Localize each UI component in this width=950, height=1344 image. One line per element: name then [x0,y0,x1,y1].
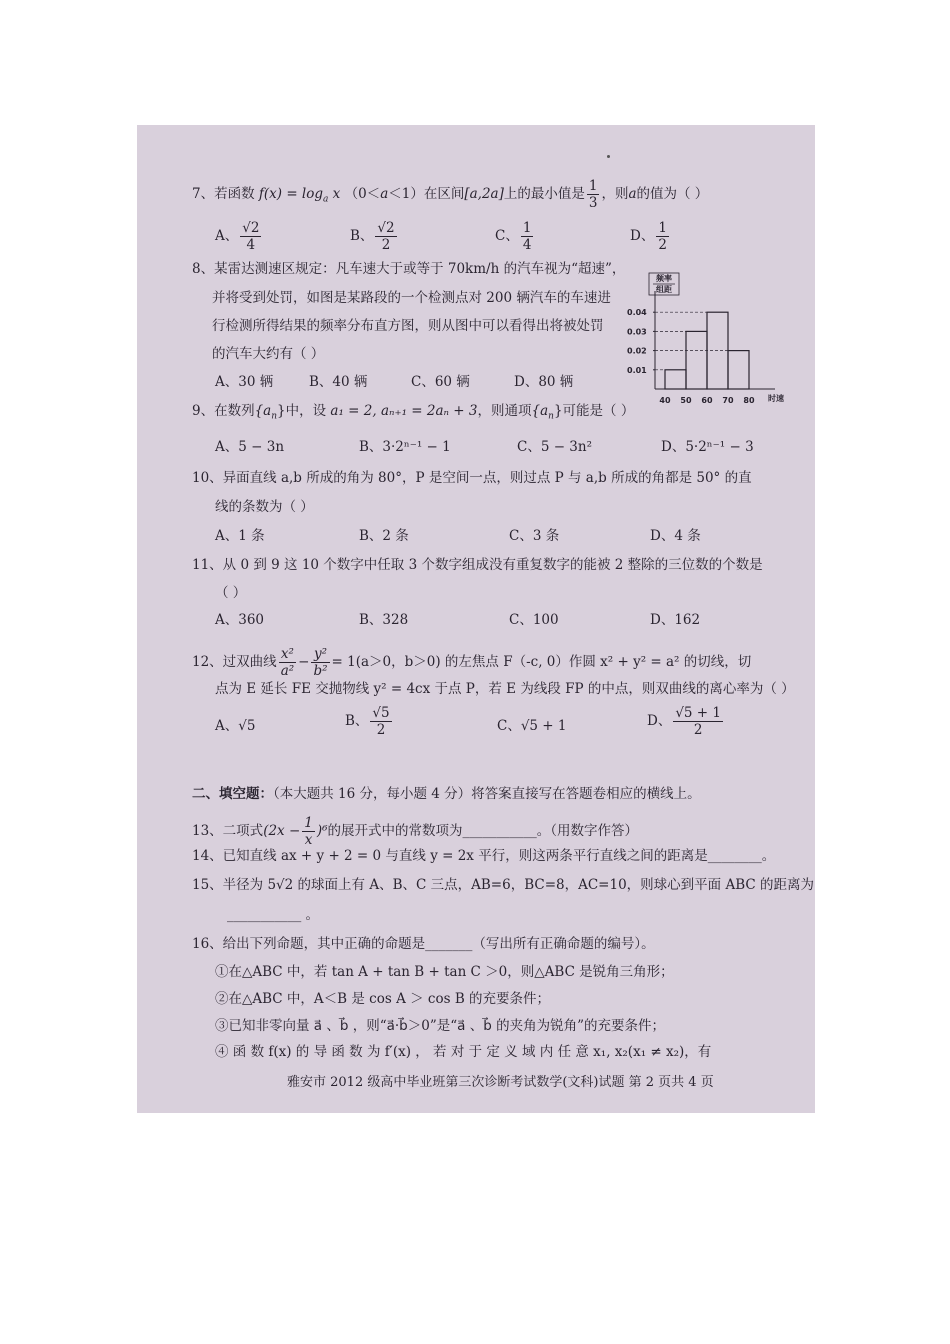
q12-line-2: 点为 E 延长 FE 交抛物线 y² = 4cx 于点 P，若 E 为线段 FP 的中点，则双曲线的离心率为（ ） [215,681,795,697]
q13: 13、二项式(2x − $\frac{1}{x}$ )⁶的展开式中的常数项为___________。（用数字作答） [192,815,639,848]
q16-stem: 16、给出下列命题，其中正确的命题是_______（写出所有正确命题的编号）。 [192,936,655,952]
q10-option-b: B、2 条 [359,528,409,544]
histogram-bar [686,331,707,389]
q8-option-c: C、60 辆 [411,374,470,390]
y-tick-label: 0.03 [627,327,647,337]
q7-option-d: D、 $\frac{1}{2}$ [630,220,667,253]
q12-option-d: D、 $\frac{√5 + 1}{2}$ [647,705,722,738]
y-tick-label: 0.04 [627,308,647,318]
q7-option-a: A、 $\frac{√2}{4}$ [215,220,260,253]
q8-option-d: D、80 辆 [514,374,574,390]
q11-line-2: （ ） [215,585,247,601]
q15-line-2: ___________ 。 [227,907,320,923]
histogram-bar [728,351,749,389]
q15-line-1: 15、半径为 5√2 的球面上有 A、B、C 三点，AB=6，BC=8，AC=10，则球心到平面 ABC 的距离为 [192,877,814,893]
q9-option-d: D、5·2ⁿ⁻¹ − 3 [661,439,754,455]
q11-option-a: A、360 [215,612,265,628]
q11-option-c: C、100 [509,612,559,628]
x-tick-label: 80 [743,396,755,405]
q12-option-b: B、 $\frac{√5}{2}$ [345,705,390,738]
q10-option-a: A、1 条 [215,528,265,544]
exam-page [137,125,815,1113]
x-tick-label: 40 [659,396,671,405]
x-tick-label: 50 [680,396,692,405]
y-tick-label: 0.01 [627,365,647,375]
q10-line-1: 10、异面直线 a,b 所成的角为 80°，P 是空间一点，则过点 P 与 a,b 所成的角都是 50° 的直 [192,470,752,486]
q14: 14、已知直线 ax + y + 2 = 0 与直线 y = 2x 平行，则这两条平行直线之间的距离是________。 [192,848,776,864]
q12-line-1: 12、过双曲线 $\frac{\text{x²}}{\text{a²}}$ − $\frac{\text{y²}}{\text{b²}}$ = 1(a＞0，b＞0) 的左焦点 F（-c, 0）作圆 x² + y² = a² 的切线，切 [192,646,752,679]
y-label-top: 频率 [656,274,672,283]
q16-item-3: ③已知非零向量 a⃗ 、b⃗ ，则“a⃗·b⃗＞0”是“a⃗ 、b⃗ 的夹角为锐角”的充要条件； [215,1018,665,1034]
q9-option-a: A、5 − 3n [215,439,285,455]
q10-line-2: 线的条数为（ ） [215,499,314,515]
section-2-heading: 二、填空题：（本大题共 16 分，每小题 4 分）将答案直接写在答题卷相应的横线上。 [192,786,701,802]
page-footer: 雅安市 2012 级高中毕业班第三次诊断考试数学(文科)试题 第 2 页共 4 页 [287,1075,714,1090]
q16-item-1: ①在△ABC 中，若 tan A + tan B + tan C ＞0，则△ABC 是锐角三角形； [215,964,674,980]
q9-stem: 9、在数列$\{a_n\}$中，设 a₁ = 2, aₙ₊₁ = 2aₙ + 3，则通项$\{a_n\}$可能是（ ） [192,403,635,422]
q11-option-b: B、328 [359,612,409,628]
q12-option-a: A、√5 [215,718,256,734]
q12-option-c: C、√5 + 1 [497,718,567,734]
q10-option-c: C、3 条 [509,528,560,544]
q8-line-1: 8、某雷达测速区规定：凡车速大于或等于 70km/h 的汽车视为“超速”， [192,261,626,277]
speed-histogram [625,271,785,411]
y-label-bottom: 组距 [656,285,672,294]
q11-line-1: 11、从 0 到 9 这 10 个数字中任取 3 个数字组成没有重复数字的能被 2 整除的三位数的个数是 [192,557,763,573]
x-label: 时速 [768,394,784,403]
question-7-stem: 7、若函数 $f(x) = \log_a x$ （0＜a＜1）在区间[a,2a]上的最小值是 $\frac{1}{3}$ ，则a的值为（ ） [192,178,709,211]
q11-option-d: D、162 [650,612,701,628]
q8-line-2: 并将受到处罚，如图是某路段的一个检测点对 200 辆汽车的车速进 [212,290,611,306]
q8-option-a: A、30 辆 [215,374,274,390]
q9-option-b: B、3·2ⁿ⁻¹ − 1 [359,439,451,455]
histogram-bar [665,370,686,389]
y-tick-label: 0.02 [627,346,647,356]
q10-option-d: D、4 条 [650,528,701,544]
q8-line-3: 行检测所得结果的频率分布直方图，则从图中可以看得出将被处罚 [212,318,604,334]
q16-item-4: ④ 函 数 f(x) 的 导 函 数 为 f′(x) ， 若 对 于 定 义 域 内 任 意 x₁, x₂(x₁ ≠ x₂)，有 [215,1044,712,1060]
q9-option-c: C、5 − 3n² [517,439,593,455]
q7-option-c: C、 $\frac{1}{4}$ [495,220,532,253]
q8-line-4: 的汽车大约有（ ） [212,346,325,362]
q8-option-b: B、40 辆 [309,374,368,390]
q16-item-2: ②在△ABC 中，A＜B 是 cos A ＞ cos B 的充要条件； [215,991,551,1007]
speck [607,155,610,158]
x-tick-label: 70 [722,396,734,405]
x-tick-label: 60 [701,396,713,405]
q7-option-b: B、 $\frac{√2}{2}$ [350,220,395,253]
